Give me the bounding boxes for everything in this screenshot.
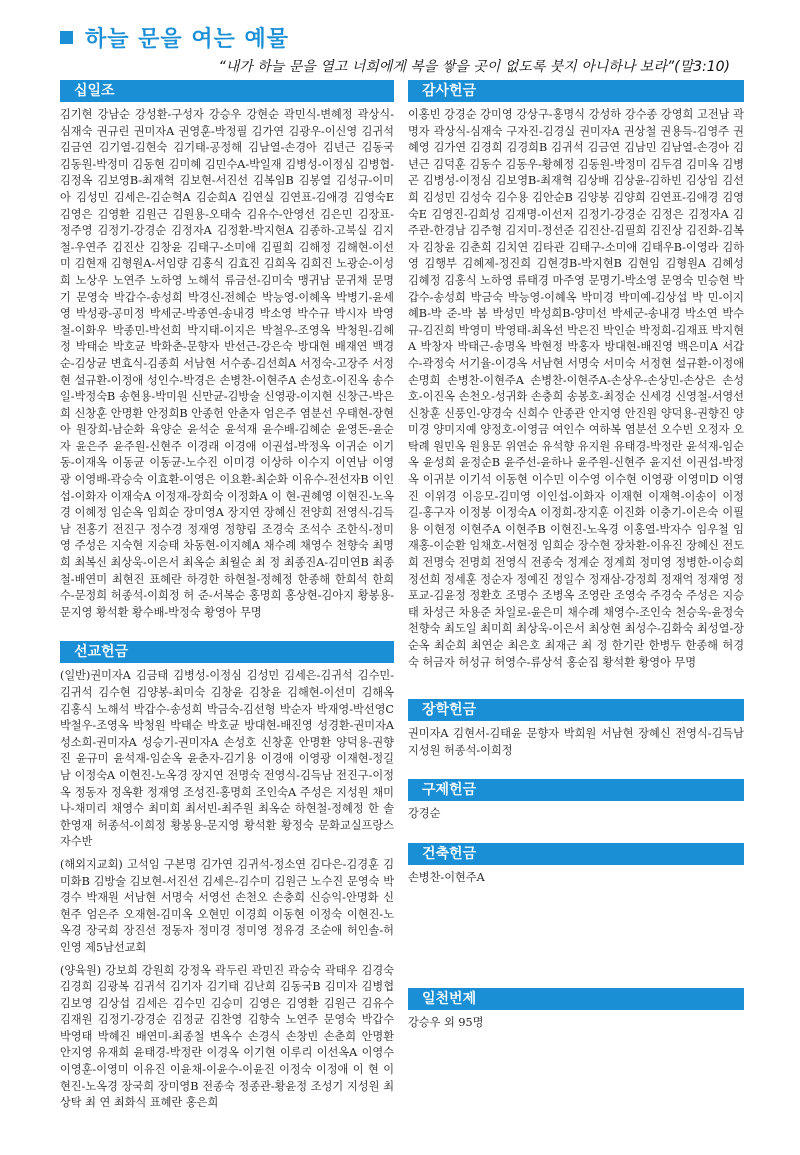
- mission-overseas-donors: (해외지교회) 고석임 구본명 김가연 김귀석-정소연 김다은-김경훈 김미화B 김방술 김보현-서진선 김세은-김수미 김원근 노수진 문영숙 박경수 박재원 서남현 서명숙 서영선 손천오 손충희 신승익-안명화 신현주 엄은주 오재현-김미옥 오현민 이경희 이동현 이정숙 이현진-노옥경 장국희 장진선 정동자 정미경 정미영 정유경 조순애 허인솔-허인영 제5남선교회: [60, 857, 394, 954]
- relief-donors: 강경순: [408, 807, 441, 821]
- page-title: 하늘 문을 여는 예물: [85, 27, 289, 52]
- thanks-donors: 이홍빈 강경순 강미영 강상구-홍명식 강성하 강수종 강영희 고전남 곽명자 곽상식-심재숙 구자진-김경실 권미자A 권상철 권용득-김영주 권혜영 김가연 김경희 김경희B 김귀석 김금연 김남민 김남열-손경아 김년근 김덕훈 김동수 김동우-황혜정 김동원-박정미 김두겸 김미옥 김병곤 김병성-이정심 김보영B-최재혁 김상배 김상윤-김하빈 김상임 김선희 김성민 김성숙 김수용 김안순B 김양봉 김양희 김연표-김애경 김영숙E 김영진-김희성 김재명-이선저 김정기-강경순 김정은 김정자A 김주관-한경남 김주형 김지미-정선준 김진산-김필희 김진상 김진화-김복자 김창윤 김춘희 김치연 김타관 김태구-소미애 김태우B-이영라 김하영 김행부 김혜제-정진희 김현경B-박지현B 김현임 김형원A 김혜성 김혜정 김홍식 노하영 류태경 마주영 문명기-박소영 문영숙 민승현 박갑수-송성희 박금숙 박능영-이혜옥 박미경 박미예-김상섭 박 민-이지혜B-박 준-박 봄 박성민 박성희B-양미선 박세군-송내경 박소연 박수규-김진희 박영미 박영태-최옥선 박은진 박인순 박정희-김재표 박지현A 박창자 박태근-송명옥 박현정 박홍자 방대현-배진영 백은미A 서갑수-곽정숙 서기율-이경옥 서남현 서명숙 서미숙 서정현 설규환-이정애 손명희 손병찬-이현주A 손병찬-이현주A-손상우-손상민-손상은 손성호-이진옥 손천오-성귀화 손충희 송봉호-최정순 신세경 신영철-서영선 신창훈 신풍인-양경숙 신희수 안종관 안지영 안진원 양덕용-권향진 양미경 양미지예 양정호-이영금 여인수 여하복 염분선 오수빈 오정자 오탁례 원민옥 원용문 위연순 유석향 유지원 유태경-박정란 윤석재-임순옥 윤성희 윤정순B 윤주선-윤하나 윤주원-신현주 윤지선 이권섭-박정옥 이귀분 이기석 이동현 이수민 이수영 이수현 이영광 이영미D 이영진 이위경 이응모-김미영 이인섭-이화자 이재현 이재혁-이송이 이정길-홍구자 이정봉 이정숙A 이정희-장지훈 이진화 이충기-이은숙 이필용 이현정 이현주A 이현주B 이현진-노옥경 이홍열-박자수 임우철 임재홍-이순환 임채호-서현정 임희순 장수현 장차환-이유진 장혜신 전도희 전명숙 전명희 전영식 전종숙 정계순 정계희 정미영 정병한-이승희 정선희 정세훈 정순자 정예진 정일수 정재삼-강정희 정재억 정재영 정포교-김윤정 정환호 조명수 조병옥 조영란 조영숙 주경숙 주성은 지승태 차성근 차용준 차일로-윤은미 채수례 채영수-조인숙 천승욱-윤정숙 천향숙 최도일 최미희 최상욱-이은서 최상현 최성수-김화숙 최성열-장순옥 최순희 최연순 최은호 최재근 최 정 한기란 한병두 한종해 허경숙 허금자 허성규 허영수-류상석 홍순집 황석환 황영아 무명: [408, 108, 744, 669]
- section-heading-special: 일천번제: [408, 988, 744, 1010]
- square-bullet-icon: [60, 31, 73, 44]
- bible-verse: “내가 하늘 문을 열고 너희에게 복을 쌓을 곳이 없도록 붓지 아니하나 보라”(말3:10): [218, 59, 730, 75]
- right-column: [408, 80, 744, 1037]
- page-header: [60, 22, 289, 53]
- mission-welfare-donors: (양육원) 강보희 강원희 강정옥 곽두린 곽민진 곽승숙 곽태우 김경숙 김경희 김광복 김귀석 김기자 김기태 김난희 김동국B 김미자 김병협 김보영 김상섭 김세은 김수민 김승미 김영은 김영환 김원근 김유수 김재원 김정기-강경순 김정균 김찬영 김향숙 노연주 문영숙 박갑수 박영태 박혜진 배연미-최종철 변옥수 손경식 손창빈 손춘희 안명환 안지영 유재희 윤태경-박정란 이경옥 이기현 이루리 이선옥A 이영수 이영훈-이영미 이유진 이윤채-이윤수-이윤진 이정숙 이정애 이 현 이현진-노옥경 장국희 장미영B 전종숙 정종관-황윤정 조성기 지성원 최상탁 최 연 최화식 표혜란 홍은희: [60, 963, 394, 1110]
- section-heading-mission: 선교헌금: [60, 641, 394, 663]
- tithe-donors: 김기현 강남순 강성환-구성자 강승우 강현순 곽민식-변혜정 곽상식-심재숙 권규린 권미자A 권영훈-박정필 김가연 김광우-이신영 김귀석 김금연 김기열-김현숙 김기태-공정해 김남열-손경아 김년근 김동국 김동원-박정미 김동현 김미혜 김민수A-박일재 김병성-이정심 김병협-김정옥 김보영B-최재혁 김보현-서진선 김복임B 김봉열 김성규-이미아 김성민 김세은-김순혁A 김순희A 김연실 김연표-김애경 김영숙E 김영은 김영환 김원근 김원용-오태숙 김유수-안영선 김은민 김장표-정주영 김정기-강경순 김정자A 김정환-박지현A 김종하-고북실 김지철-우연주 김진산 김창윤 김태구-소미애 김필희 김해정 김해현-이선미 김현재 김형원A-서임량 김홍식 김효진 김희옥 김희진 노광순-이성희 노상우 노연주 노하영 노해석 류금선-김미숙 맹귀남 문귀채 문명기 문영숙 박갑수-송성희 박경신-전혜순 박능영-이혜옥 박병기-윤세영 박성광-공미정 박세군-박종연-송내경 박소영 박수규 박시자 박영철-이화우 박종민-박선희 박지태-이지은 박철우-조영옥 박청원-김혜정 박태순 박호균 박화춘-문향자 반선근-강은숙 방대현 배재연 백경순-김상균 변효식-김종희 서남현 서수종-김선희A 서정숙-고장주 서정현 설규환-이정애 성인수-박경은 손병찬-이현주A 손성호-이진옥 송수일-박정숙B 송현용-박미원 신만균-김방술 신영광-이지현 신창근-박은희 신창훈 안명환 안정희B 안종헌 안춘자 엄은주 염분선 우태현-장현아 원장희-남순화 육양순 윤석순 윤석재 윤수배-김혜순 윤영돈-윤순자 윤은주 윤주원-신현주 이경래 이경애 이권섭-박정옥 이귀순 이기동-이재옥 이동균 이동균-노수진 이미경 이상하 이수지 이연남 이영광 이영배-곽승숙 이효환-이영은 이요환-최순화 이유수-전선자B 이인섭-이화자 이재숙A 이정재-장희숙 이정화A 이 현-권혜영 이현진-노옥경 이혜정 임순옥 임희순 장미영A 장지연 장혜신 전양희 전영식-김득남 전홍기 전진구 정수경 정재영 정향림 조경숙 조석수 조한식-정미영 주성은 지숙현 지승태 차동현-이지혜A 채수례 채영수 천향숙 최명희 최복신 최상욱-이은서 최옥순 최월순 최 정 최종진A-김미연B 최종철-배연미 최현진 표혜란 하경한 하현철-정혜정 한종해 한희석 한희수-문정희 허종석-이희정 허 준-서복순 홍명희 홍상현-김아지 황봉용-문지영 황석환 황수배-박정숙 황영아 무명: [60, 108, 394, 619]
- section-heading-relief: 구제헌금: [408, 779, 744, 801]
- section-heading-thanks: 감사헌금: [408, 80, 744, 102]
- section-heading-building: 건축헌금: [408, 843, 744, 865]
- building-donors: 손병찬-이현주A: [408, 870, 485, 884]
- special-offering-count: 강승우 외 95명: [408, 1015, 484, 1029]
- section-heading-scholarship: 장학헌금: [408, 699, 744, 721]
- mission-general-donors: (일반)권미자A 김금태 김병성-이정심 김성민 김세은-김귀석 김수민-김귀석 김수현 김양봉-최미숙 김창윤 김창윤 김해현-이선미 김해옥 김홍식 노해석 박갑수-송성희 박금숙-김선형 박순자 박재영-박선영C 박철우-조영옥 박청원 박태순 박호균 방대현-배진영 성경환-권미자A 성소희-권미자A 성승기-권미자A 손성호 신창훈 안명환 양덕용-권향진 윤규미 윤석재-임순옥 윤춘자-김기용 이경애 이영광 이재현-정길남 이정숙A 이현진-노옥경 장지연 전명숙 전영식-김득남 전진구-이정옥 정동자 정옥환 정재영 조성진-홍명희 조인숙A 주성은 지성원 채미나-채미리 채영수 최미희 최서빈-최주원 최옥순 하현철-정혜정 한 솔 한영재 허종석-이희정 황봉용-문지영 황석환 황정숙 문화교실프랑스자수반: [60, 669, 394, 849]
- left-column: [60, 80, 394, 1118]
- scholarship-donors: 권미자A 김현서-김태윤 문향자 박희원 서남현 장혜신 전영식-김득남 지성원 허종석-이희정: [408, 727, 744, 757]
- section-heading-tithe: 십일조: [60, 80, 394, 102]
